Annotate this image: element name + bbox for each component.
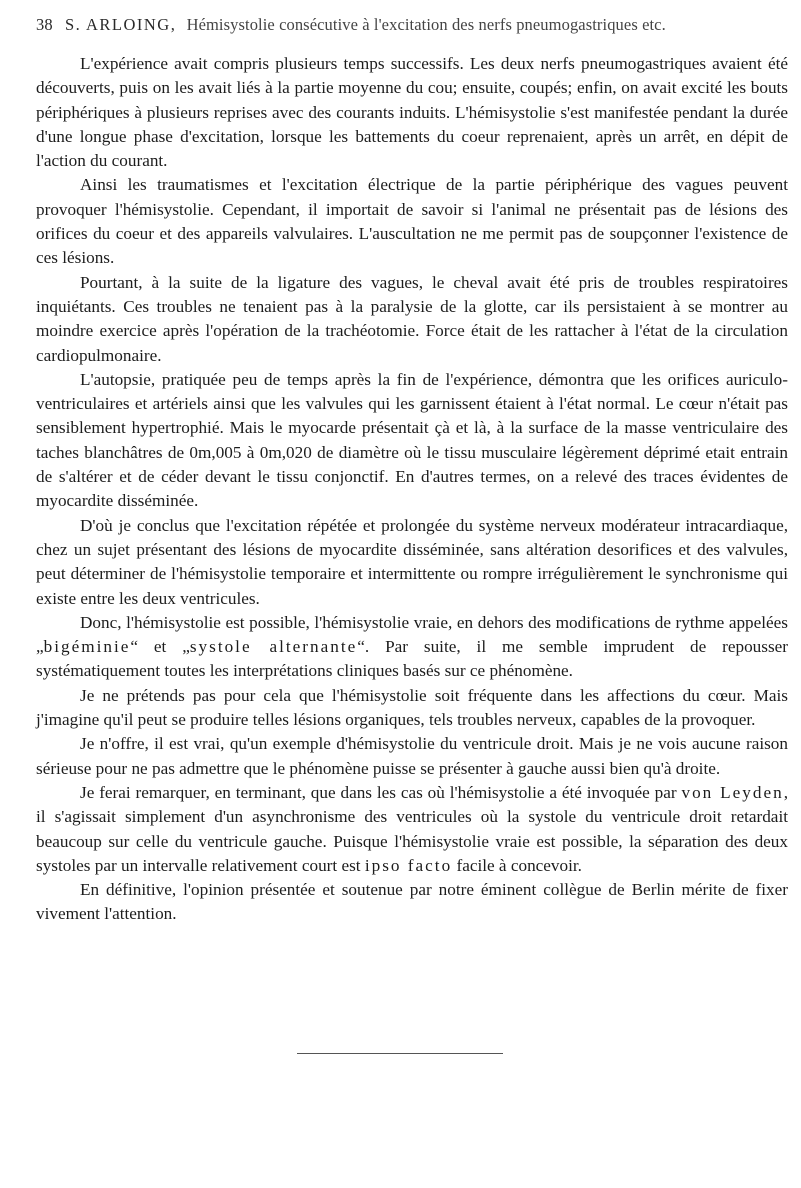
- paragraph-9: [36, 781, 788, 878]
- term-ipso-facto: ipso facto: [364, 855, 453, 875]
- paragraph-8: Je n'offre, il est vrai, qu'un exemple d'hémisystolie du ventricule droit. Mais je ne vois aucune raison sérieuse pour ne pas admettre que le phénomène puisse se présenter à gauche aussi bien qu'à droite.: [36, 734, 788, 778]
- running-title: Hémisystolie consécutive à l'excitation des nerfs pneumogastriques etc.: [186, 15, 666, 34]
- paragraph-3: Pourtant, à la suite de la ligature des vagues, le cheval avait été pris de troubles respiratoires inquiétants. Ces troubles ne tenaient pas à la paralysie de la glotte, car ils persistaient à se montrer au moindre exercice après l'opération de la trachéotomie. Force était de les rattacher à l'état de la circulation cardiopulmonaire.: [36, 272, 788, 365]
- body-text: [36, 52, 788, 927]
- page: [36, 14, 788, 927]
- paragraph-6-text-b: “ et „: [130, 637, 190, 657]
- paragraph-1: L'expérience avait compris plusieurs temps successifs. Les deux nerfs pneumogastriques avaient été découverts, puis on les avait liés à la partie moyenne du cou; ensuite, coupés; enfin, on avait excité les bouts périphériques à plusieurs reprises avec des courants induits. L'hémisystolie s'est manifestée pendant la durée d'une longue phase d'excitation, lorsque les battements du coeur reprenaient, après un arrêt, en dépit de l'action du courant.: [36, 54, 788, 171]
- paragraph-7: Je ne prétends pas pour cela que l'hémisystolie soit fréquente dans les affections du cœur. Mais j'imagine qu'il peut se produire telles lésions organiques, tels troubles nerveux, capables de la provoquer.: [36, 685, 788, 730]
- paragraph-5: D'où je conclus que l'excitation répétée et prolongée du système nerveux modérateur intracardiaque, chez un sujet présentant des lésions de myocardite disséminée, sans altération desorifices et des valvules, peut déterminer de l'hémisystolie temporaire et intermittente ou rompre irrégulièrement le synchronisme qui existe entre les deux ventricules.: [36, 515, 788, 608]
- page-number: 38: [36, 15, 53, 34]
- paragraph-9-text-a: Je ferai remarquer, en terminant, que dans les cas où l'hémisystolie a été invoquée par: [80, 782, 682, 802]
- paragraph-6: [36, 611, 788, 684]
- running-header: [36, 14, 788, 36]
- term-bigeminie: bigéminie: [43, 637, 131, 657]
- paragraph-10: En définitive, l'opinion présentée et soutenue par notre éminent collègue de Berlin mérite de fixer vivement l'attention.: [36, 880, 788, 924]
- paragraph-6-text-a: Donc, l'hémisystolie est possible, l'hémisystolie vraie, en dehors des modifications de rythme appelées „: [36, 612, 788, 657]
- name-von-leyden: von Leyden: [681, 782, 784, 802]
- paragraph-2: Ainsi les traumatismes et l'excitation électrique de la partie périphérique des vagues peuvent provoquer l'hémisystolie. Cependant, il importait de savoir si l'animal ne présentait pas de lésions des orifices du coeur et des appareils valvulaires. L'auscultation ne me permit pas de soupçonner l'existence de ces lésions.: [36, 175, 788, 268]
- section-end-rule: [297, 1053, 503, 1054]
- term-systole-alternante: systole alternante: [189, 637, 358, 657]
- author-name: S. ARLOING,: [64, 15, 177, 34]
- paragraph-9-text-c: facile à concevoir.: [452, 855, 582, 875]
- paragraph-9-text-b: , il s'agissait simplement d'un asynchronisme des ventricules où la systole du ventricule droit retardait beaucoup sur celle du ventricule gauche. Puisque l'hémisystolie vraie est possible, la séparation des deux systoles par un intervalle relativement court est: [36, 782, 788, 875]
- paragraph-6-text-c: “. Par suite, il me semble imprudent de repousser systématiquement toutes les interprétations cliniques basés sur ce phénomène.: [36, 637, 789, 681]
- paragraph-4: L'autopsie, pratiquée peu de temps après la fin de l'expérience, démontra que les orifices auriculo-ventriculaires et artériels ainsi que les valvules qui les garnissent étaient à l'état normal. Le cœur n'était pas sensiblement hypertrophié. Mais le myocarde présentait çà et là, à la surface de la masse ventriculaire des taches blanchâtres de 0m,005 à 0m,020 de diamètre où le tissu musculaire légèrement déprimé etait entrain de s'altérer et de céder devant le tissu conjonctif. En d'autres termes, on a relevé des traces évidentes de myocardite disséminée.: [36, 369, 788, 511]
